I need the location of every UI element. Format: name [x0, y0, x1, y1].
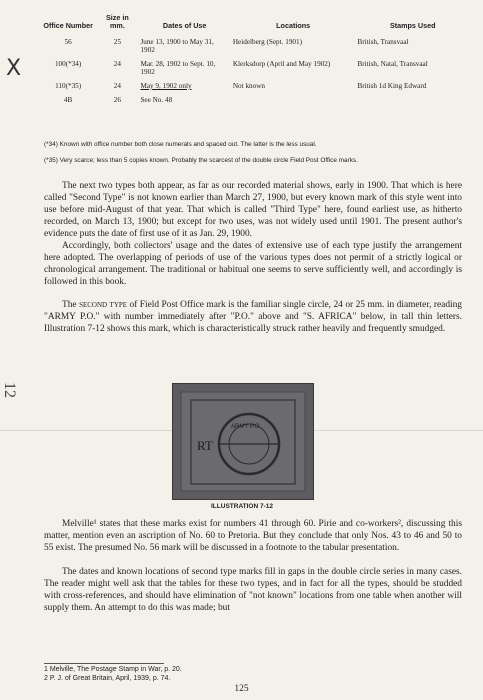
paragraph-3-smallcaps: second type: [79, 300, 128, 310]
footnote-divider: [44, 663, 164, 664]
paragraph-3-rest: of Field Post Office mark is the familiar single circle, 24 or 25 mm. in diameter, reading "ARMY P.O." with number immediately after "P.O." above and "S. AFRICA" below, in tall thin letters. Illustration 7-12 shows this mark, which is characteristically struck rather heavily and frequently smudged.: [44, 300, 462, 334]
footnote-1: 1 Melville, The Postage Stamp in War, p. 20.: [44, 666, 182, 673]
cell-dates: See No. 48: [140, 96, 173, 104]
illustration-stamp-image: [172, 383, 314, 500]
table-row: [40, 58, 470, 80]
page-number: 125: [234, 684, 249, 694]
cell-dates: June 13, 1900 to May 31, 1902: [140, 38, 214, 54]
cell-office: 4B: [63, 96, 73, 104]
handwritten-margin-note: 12: [1, 382, 18, 398]
illustration-caption: ILLUSTRATION 7-12: [211, 503, 273, 510]
header-dates: Dates of Use: [162, 21, 207, 30]
paragraph-3: [44, 299, 462, 335]
cell-size: 24: [113, 60, 121, 68]
cell-office: 110(*35): [55, 82, 82, 90]
table-row: [40, 80, 470, 94]
handwritten-x-mark: X: [6, 56, 22, 81]
cell-locations: [231, 94, 356, 108]
postmark-text: ARMY P.O.: [231, 424, 262, 430]
cell-office: 100(*34): [54, 60, 82, 68]
table-note-34: (*34) Known with office number both close numerals and spaced out. The latter is the less usual.: [44, 141, 317, 148]
post-office-table: [40, 14, 470, 108]
cell-dates: May 9, 1902 only: [140, 82, 192, 90]
cell-size: 26: [113, 96, 121, 104]
table-note-35: (*35) Very scarce; less than 5 copies known. Probably the scarcest of the double circle Field Post Office marks.: [44, 157, 358, 164]
cell-size: 24: [113, 82, 121, 90]
paragraph-3-lead: The: [62, 300, 80, 310]
table-row: [40, 36, 470, 58]
paragraph-5: The dates and known locations of second type marks fill in gaps in the double circle series in many cases. The reader might well ask that the tables for these two types, and in fact for all the types, should be studded with cross-references, and should have elimination of "not known" locations from one table when another will supply them. An attempt to do this was made; but: [44, 567, 462, 613]
cell-stamps: British, Natal, Transvaal: [357, 60, 428, 68]
header-stamps: Stamps Used: [389, 21, 436, 30]
paragraph-2: Accordingly, both collectors' usage and the dates of extensive use of each type justify the arrangement here adopted. The overlapping of periods of use of the various types does not permit of a strictly logical or chronological arrangement. The traditional or habitual one seems to serve sufficiently well, and accordingly is followed in this book.: [44, 241, 462, 287]
header-locations: Locations: [276, 21, 311, 30]
stamp-letters: RT: [197, 438, 213, 453]
stamp-postmark-graphic: [173, 384, 313, 499]
cell-stamps: [355, 94, 470, 108]
paragraph-1: The next two types both appear, as far as our recorded material shows, early in 1900. That which is here called "Second Type" is not known earlier than March 27, 1900, but every known mark of this style went into use before mid-August of that year. That which is called "Third Type" here, found earliest use, as hitherto recorded, on March 13, 1900; but except for two uses, was not widely used until 1901. The present author's evidence puts the date of first use of it as Jan. 29, 1900.: [44, 181, 462, 239]
table-header-row: [40, 14, 470, 36]
cell-stamps: British 1d King Edward: [357, 82, 427, 90]
cell-size: 25: [113, 38, 121, 46]
cell-stamps: British, Transvaal: [357, 38, 409, 46]
cell-office: 56: [64, 38, 72, 46]
header-size: Size in mm.: [105, 13, 129, 30]
cell-dates: Mar. 28, 1902 to Sept. 10, 1902: [140, 60, 216, 76]
footnote-2: 2 P. J. of Great Britain, April, 1939, p. 74.: [44, 675, 171, 682]
header-office-number: Office Number: [43, 21, 93, 30]
cell-locations: Klerksdorp (April and May 1902): [232, 60, 331, 68]
cell-locations: Heidelberg (Sept. 1901): [232, 38, 302, 46]
table-row: [40, 94, 470, 108]
paragraph-4: Melville¹ states that these marks exist for numbers 41 through 60. Pirie and co-workers², discussing this matter, mention even an ascription of No. 60 to Pretoria. But they conclude that only Nos. 43 to 46 and 50 to 55 exist. The presumed No. 56 mark will be discussed in a footnote to the tabular presentation.: [44, 519, 462, 553]
cell-locations: Not known: [232, 82, 266, 90]
